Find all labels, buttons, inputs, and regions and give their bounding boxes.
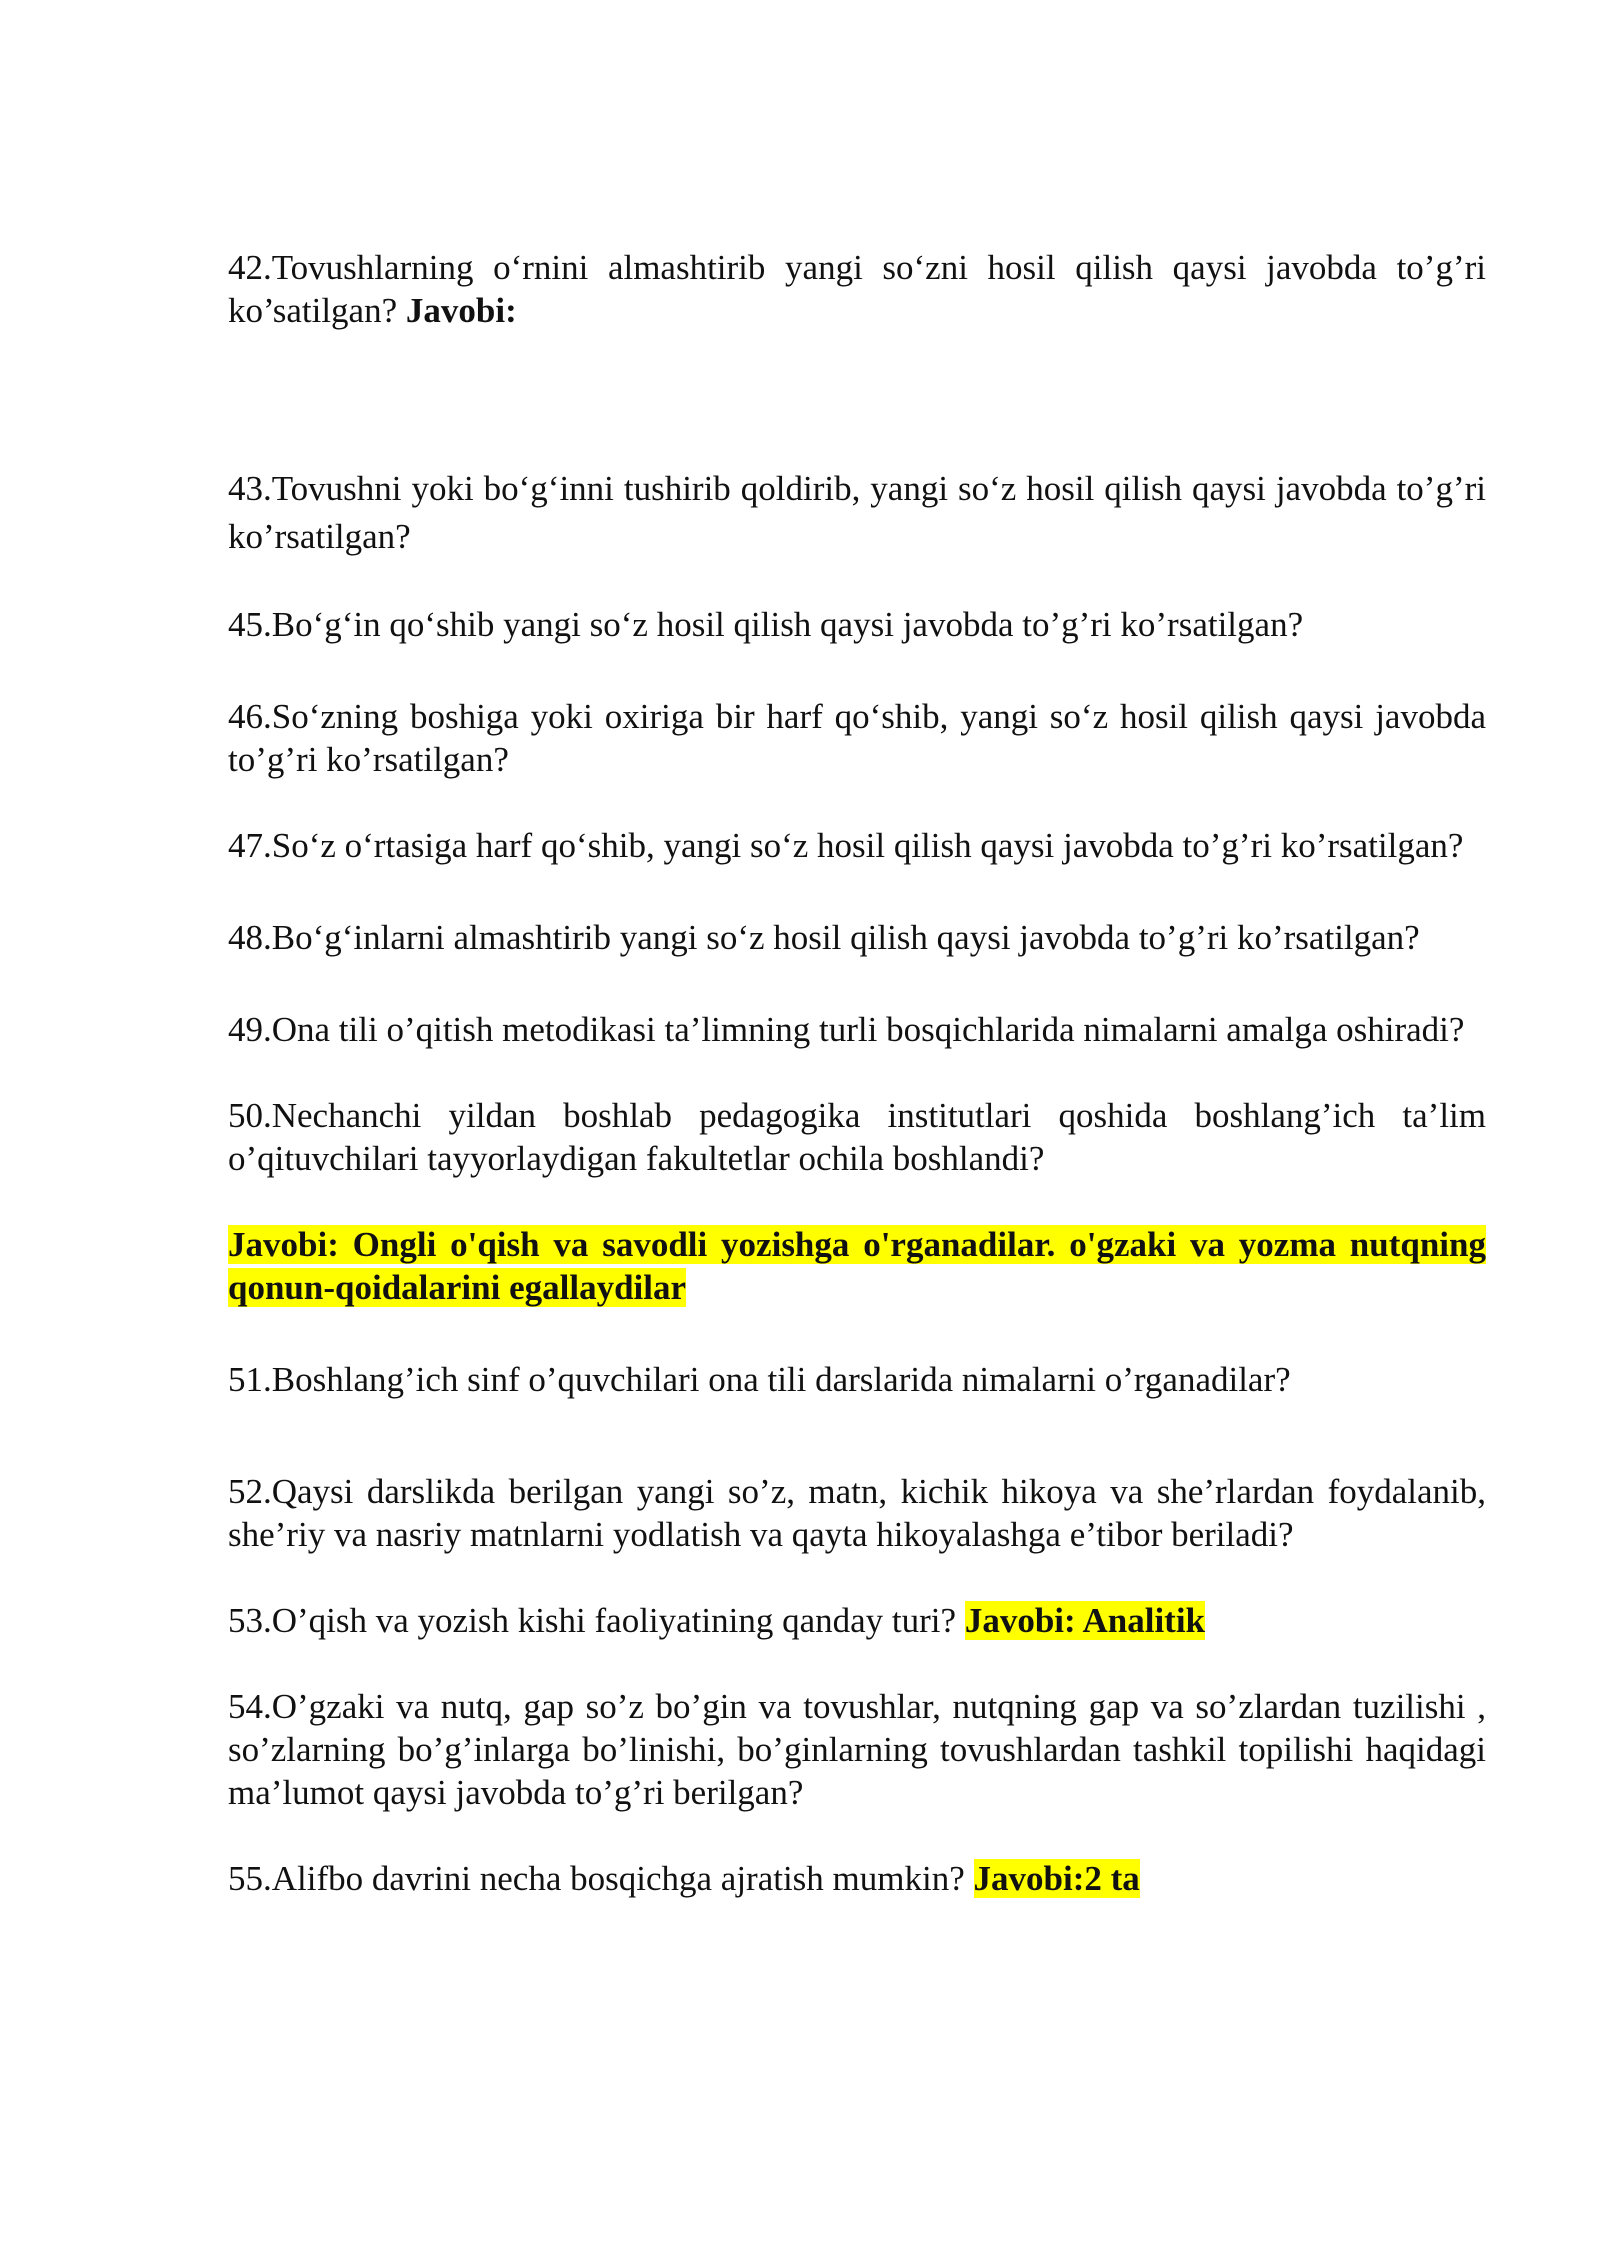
question-55-answer: Javobi:2 ta <box>973 1859 1140 1898</box>
document-page <box>228 246 1486 1900</box>
question-53-text: 53.O’qish va yozish kishi faoliyatining qanday turi? <box>228 1601 957 1640</box>
question-45-text: 45.Bo‘g‘in qo‘shib yangi so‘z hosil qilish qaysi javobda to’g’ri ko’rsatilgan? <box>228 605 1304 644</box>
question-52 <box>228 1470 1486 1556</box>
question-51 <box>228 1358 1486 1401</box>
answer-block-text: Javobi: Ongli o'qish va savodli yozishga o'rganadilar. o'gzaki va yozma nutqning qonun-qoidalarini egallaydilar <box>228 1225 1486 1307</box>
question-43-text: 43.Tovushni yoki bo‘g‘inni tushirib qoldirib, yangi so‘z hosil qilish qaysi javobda to’g’ri ko’rsatilgan? <box>228 469 1486 556</box>
question-46-text: 46.So‘zning boshiga yoki oxiriga bir harf qo‘shib, yangi so‘z hosil qilish qaysi javobda to’g’ri ko’rsatilgan? <box>228 697 1486 779</box>
question-47-text: 47.So‘z o‘rtasiga harf qo‘shib, yangi so‘z hosil qilish qaysi javobda to’g’ri ko’rsatilgan? <box>228 826 1464 865</box>
question-49-text: 49.Ona tili o’qitish metodikasi ta’limning turli bosqichlarida nimalarni amalga oshiradi? <box>228 1010 1465 1049</box>
question-46 <box>228 695 1486 781</box>
question-50 <box>228 1094 1486 1180</box>
question-54 <box>228 1685 1486 1814</box>
question-55-text: 55.Alifbo davrini necha bosqichga ajratish mumkin? <box>228 1859 965 1898</box>
question-51-text: 51.Boshlang’ich sinf o’quvchilari ona tili darslarida nimalarni o’rganadilar? <box>228 1360 1291 1399</box>
question-42 <box>228 246 1486 332</box>
question-55 <box>228 1857 1486 1900</box>
question-47 <box>228 824 1486 867</box>
question-53 <box>228 1599 1486 1642</box>
answer-block <box>228 1223 1486 1309</box>
question-42-text: 42.Tovushlarning o‘rnini almashtirib yangi so‘zni hosil qilish qaysi javobda to’g’ri ko’satilgan? <box>228 248 1486 330</box>
question-48 <box>228 916 1486 959</box>
question-50-text: 50.Nechanchi yildan boshlab pedagogika institutlari qoshida boshlang’ich ta’lim o’qituvchilari tayyorlaydigan fakultetlar ochila boshlandi? <box>228 1096 1486 1178</box>
question-52-text: 52.Qaysi darslikda berilgan yangi so’z, matn, kichik hikoya va she’rlardan foydalanib, she’riy va nasriy matnlarni yodlatish va qayta hikoyalashga e’tibor beriladi? <box>228 1472 1486 1554</box>
question-43 <box>228 465 1486 561</box>
question-53-answer: Javobi: Analitik <box>964 1601 1206 1640</box>
question-42-answer-label: Javobi: <box>405 291 517 330</box>
question-49 <box>228 1008 1486 1051</box>
question-45 <box>228 603 1486 646</box>
question-48-text: 48.Bo‘g‘inlarni almashtirib yangi so‘z hosil qilish qaysi javobda to’g’ri ko’rsatilgan? <box>228 918 1420 957</box>
question-54-text: 54.O’gzaki va nutq, gap so’z bo’gin va tovushlar, nutqning gap va so’zlardan tuzilishi , so’zlarning bo’g’inlarga bo’linishi, bo’ginlarning tovushlardan tashkil topilishi haqidagi ma’lumot qaysi javobda to’g’ri berilgan? <box>228 1687 1486 1812</box>
